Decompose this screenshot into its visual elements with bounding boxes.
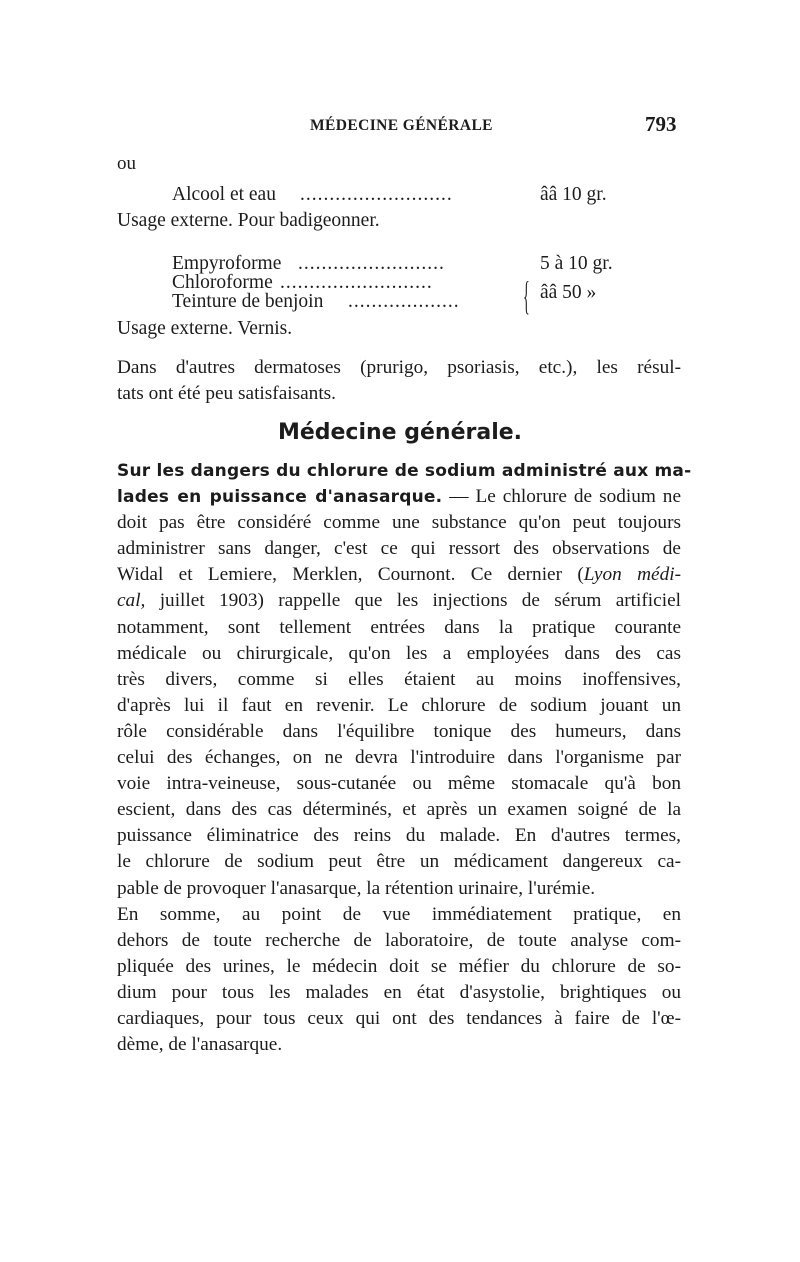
article-line: celui des échanges, on ne devra l'introduire dans l'organisme par bbox=[117, 747, 681, 769]
journal-name-part-1: Lyon médi- bbox=[583, 564, 681, 586]
article-line: très divers, comme si elles étaient au moins inoffensives, bbox=[117, 668, 681, 690]
article-line: rôle considérable dans l'équilibre tonique des humeurs, dans bbox=[117, 720, 681, 742]
article-line-2 bbox=[117, 484, 681, 510]
page-number: 793 bbox=[645, 112, 677, 136]
closing-line-2: tats ont été peu satisfaisants. bbox=[117, 383, 337, 405]
recipe2-usage: Usage externe. Vernis. bbox=[117, 318, 293, 339]
recipe2-item-1: Empyroforme bbox=[172, 253, 282, 274]
article-line-with-journal bbox=[117, 562, 681, 588]
article-line-journal-cont bbox=[117, 588, 681, 614]
recipe2-quantity-1: 5 à 10 gr. bbox=[540, 253, 613, 274]
article-line-2-rest: — Le chlorure de sodium ne bbox=[442, 486, 681, 508]
article-title-part-1: Sur les dangers du chlorure de sodium administré aux ma- bbox=[117, 461, 692, 481]
recipe1-usage: Usage externe. Pour badigeonner. bbox=[117, 210, 380, 231]
recipe2-shared-quantity: ââ 50 » bbox=[540, 282, 597, 303]
article-line-text: Widal et Lemiere, Merklen, Cournont. Ce dernier ( bbox=[117, 564, 584, 586]
article-title-part-2: lades en puissance d'anasarque. bbox=[117, 487, 443, 508]
curly-brace-icon: { bbox=[523, 273, 530, 318]
article-line: pable de provoquer l'anasarque, la rétention urinaire, l'urémie. bbox=[117, 877, 596, 899]
article-line: doit pas être considéré comme une substance qu'on peut toujours bbox=[117, 512, 681, 534]
article-title-line-1 bbox=[117, 458, 692, 484]
article-line: administrer sans danger, c'est ce qui ressort des observations de bbox=[117, 538, 681, 560]
section-heading: Médecine générale. bbox=[277, 420, 523, 445]
article-line: puissance éliminatrice des reins du malade. En d'autres termes, bbox=[117, 825, 681, 847]
recipe1-item: Alcool et eau bbox=[172, 184, 276, 205]
article-line: notamment, sont tellement entrées dans la pratique courante bbox=[117, 616, 681, 638]
recipe2-item-2: Chloroforme bbox=[172, 272, 273, 293]
article-line: médicale ou chirurgicale, qu'on les a employées dans des cas bbox=[117, 642, 681, 664]
recipe2-dots-1: ......................... bbox=[298, 253, 445, 274]
article-line-text: juillet 1903) rappelle que les injections de sérum artificiel bbox=[145, 590, 681, 612]
article-p2-line: dehors de toute recherche de laboratoire, de toute analyse com- bbox=[117, 929, 681, 951]
article-line: escient, dans des cas déterminés, et après un examen soigné de la bbox=[117, 799, 681, 821]
article-p2-line: dème, de l'anasarque. bbox=[117, 1034, 283, 1056]
intro-word: ou bbox=[117, 153, 136, 174]
recipe2-dots-2: .......................... bbox=[280, 272, 433, 293]
recipe1-quantity: ââ 10 gr. bbox=[540, 184, 607, 205]
article-p2-line: pliquée des urines, le médecin doit se méfier du chlorure de so- bbox=[117, 955, 681, 977]
recipe1-dots: .......................... bbox=[300, 184, 453, 205]
article-line: d'après lui il faut en revenir. Le chlorure de sodium jouant un bbox=[117, 694, 681, 716]
article-p2-line: dium pour tous les malades en état d'asystolie, brightiques ou bbox=[117, 981, 681, 1003]
recipe2-item-3: Teinture de benjoin bbox=[172, 291, 324, 312]
article-body bbox=[117, 458, 692, 1058]
article-p2-line: cardiaques, pour tous ceux qui ont des tendances à faire de l'œ- bbox=[117, 1007, 681, 1029]
closing-line-1: Dans d'autres dermatoses (prurigo, psoriasis, etc.), les résul- bbox=[117, 357, 681, 378]
article-line: voie intra-veineuse, sous-cutanée ou même stomacale qu'à bon bbox=[117, 773, 681, 795]
recipe2-dots-3: ................... bbox=[348, 291, 460, 312]
article-p2-line: En somme, au point de vue immédiatement pratique, en bbox=[117, 903, 681, 925]
closing-paragraph bbox=[117, 355, 681, 407]
running-title: MÉDECINE GÉNÉRALE bbox=[310, 117, 493, 134]
article-line: le chlorure de sodium peut être un médicament dangereux ca- bbox=[117, 851, 681, 873]
journal-name-part-2: cal, bbox=[117, 590, 146, 612]
